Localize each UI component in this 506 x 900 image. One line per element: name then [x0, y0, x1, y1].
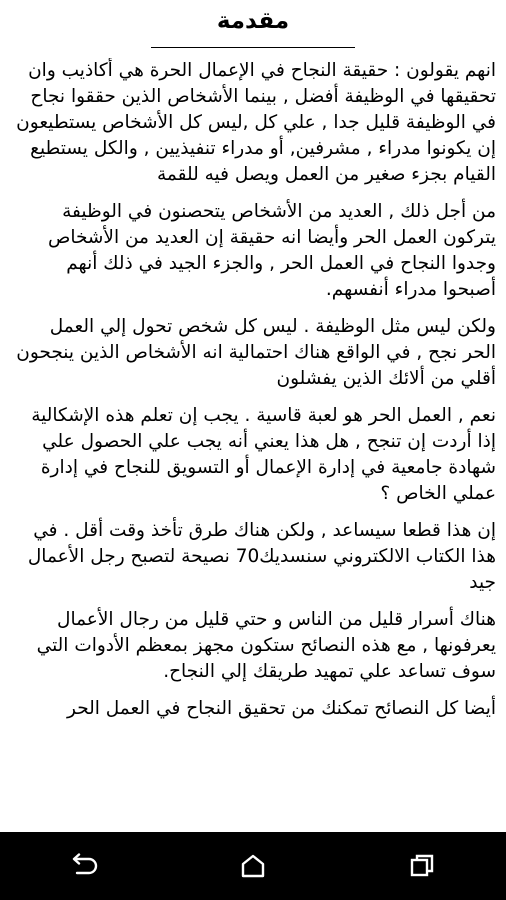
paragraph-6: هناك أسرار قليل من الناس و حتي قليل من رجال الأعمال يعرفونها , مع هذه النصائح ستكون مجهز بمعظم الأدوات التي سوف تساعد علي تمهيد طريقك إلي النجاح. — [36, 609, 496, 682]
paragraph-1: انهم يقولون : حقيقة النجاح في الإعمال الحرة هي أكاذيب وان تحقيقها في الوظيفة أفضل , بينما الأشخاص الذين حققوا نجاح في الوظيفة قليل جدا , علي كل ,ليس كل الأشخاص يستطيعون إن يكونوا مدراء , مشرفين, أو مدراء تنفيذيين , والكل يستطيع القيام بجزء صغير من العمل ويصل فيه للقمة — [16, 60, 496, 185]
paragraph-7: أيضا كل النصائح تمكنك من تحقيق النجاح في العمل الحر — [66, 698, 496, 719]
paragraph-3: ولكن ليس مثل الوظيفة . ليس كل شخص تحول إلي العمل الحر نجح , في الواقع هناك احتمالية انه الأشخاص الذين ينجحون أقلي من ألائك الذين يفشلون — [16, 316, 496, 389]
paragraph-4: نعم , العمل الحر هو لعبة قاسية . يجب إن تعلم هذه الإشكالية إذا أردت إن تنجح , هل هذا يعني أنه يجب علي الحصول علي شهادة جامعية في إدارة الإعمال أو التسويق للنجاح في إدارة عملي الخاص ؟ — [31, 405, 496, 504]
home-button[interactable] — [218, 841, 288, 891]
recents-button[interactable] — [387, 841, 457, 891]
title-underline — [151, 47, 355, 48]
home-icon — [239, 852, 267, 880]
paragraph-2: من أجل ذلك , العديد من الأشخاص يتحصنون في الوظيفة يتركون العمل الحر وأيضا انه حقيقة إن العديد من الأشخاص وجدوا النجاح في العمل الحر , والجزء الجيد في ذلك أنهم أصبحوا مدراء أنفسهم. — [47, 201, 496, 300]
back-icon — [69, 853, 99, 879]
page-title: مقدمة — [216, 8, 290, 34]
article-content[interactable] — [0, 58, 506, 766]
paragraph-5: إن هذا قطعا سيساعد , ولكن هناك طرق تأخذ وقت أقل . في هذا الكتاب الالكتروني سنسديك70 نصيحة لتصبح رجل الأعمال جيد — [27, 520, 496, 593]
recents-icon — [408, 852, 436, 880]
back-button[interactable] — [49, 841, 119, 891]
system-navigation-bar — [0, 832, 506, 900]
